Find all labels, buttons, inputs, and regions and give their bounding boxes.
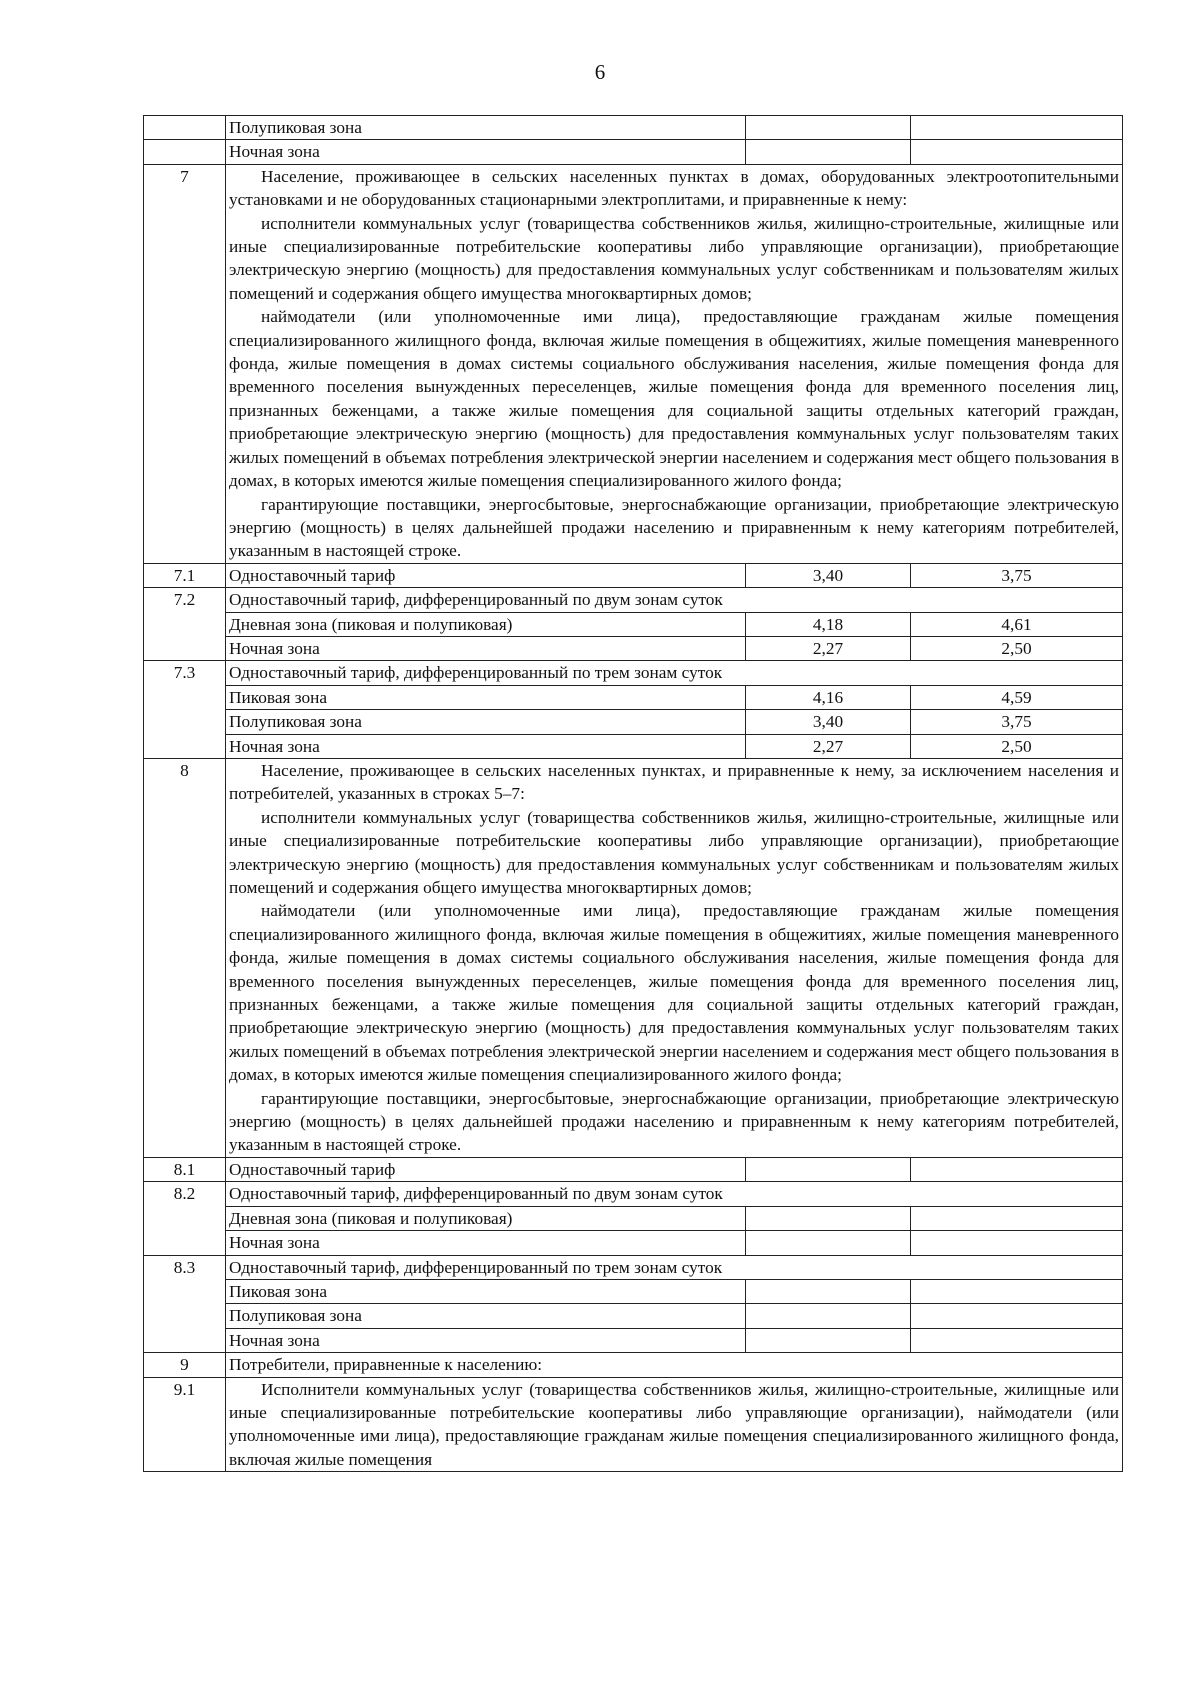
tariff-label: Одноставочный тариф [226, 1157, 746, 1181]
row-number: 8 [144, 758, 226, 1157]
table-row [144, 1377, 1123, 1472]
paragraph: Исполнители коммунальных услуг (товарищества собственников жилья, жилищно-строительные, жилищные или иные специализированные потребительские кооперативы либо управляющие организации), наймодатели (или уполномоченные ими лица), предоставляющие гражданам жилые помещения специализированного жилищного фонда, включая жилые помещения [229, 1379, 1119, 1469]
zone-label: Ночная зона [226, 734, 746, 758]
tariff-label: Одноставочный тариф, дифференцированный по двум зонам суток [226, 588, 1123, 612]
table-row [144, 1328, 1123, 1352]
table-row [144, 1279, 1123, 1303]
paragraph: гарантирующие поставщики, энергосбытовые, энергоснабжающие организации, приобретающие электрическую энергию (мощность) в целях дальнейшей продажи населению и приравненным к нему категориям потребителей, указанным в настоящей строке. [229, 494, 1119, 561]
paragraph: Население, проживающее в сельских населенных пунктах в домах, оборудованных электроотопительными установками и не оборудованных стационарными электроплитами, и приравненные к нему: [229, 166, 1119, 210]
tariff-value: 3,40 [746, 710, 911, 734]
table-row [144, 563, 1123, 587]
row-number: 7 [144, 164, 226, 563]
table-row [144, 1157, 1123, 1181]
paragraph: Население, проживающее в сельских населенных пунктах, и приравненные к нему, за исключением населения и потребителей, указанных в строках 5–7: [229, 760, 1119, 804]
tariff-value: 2,27 [746, 734, 911, 758]
tariff-label: Одноставочный тариф [226, 563, 746, 587]
zone-label: Ночная зона [226, 1328, 746, 1352]
table-row [144, 164, 1123, 563]
row-number: 8.3 [144, 1255, 226, 1353]
zone-label: Полупиковая зона [226, 1304, 746, 1328]
table-row [144, 758, 1123, 1157]
tariff-label: Одноставочный тариф, дифференцированный по трем зонам суток [226, 1255, 1123, 1279]
tariff-value: 2,27 [746, 636, 911, 660]
table-row [144, 140, 1123, 164]
zone-label: Дневная зона (пиковая и полупиковая) [226, 1206, 746, 1230]
table-row [144, 588, 1123, 612]
page-number: 6 [594, 60, 606, 84]
tariff-label: Одноставочный тариф, дифференцированный по двум зонам суток [226, 1182, 1123, 1206]
zone-label: Дневная зона (пиковая и полупиковая) [226, 612, 746, 636]
table-row [144, 710, 1123, 734]
zone-label: Ночная зона [226, 140, 746, 164]
row-description [226, 164, 1123, 563]
row-description [226, 1377, 1123, 1472]
row-number: 7.1 [144, 563, 226, 587]
table-row [144, 1182, 1123, 1206]
paragraph: наймодатели (или уполномоченные ими лица), предоставляющие гражданам жилые помещения специализированного жилищного фонда, включая жилые помещения в общежитиях, жилые помещения маневренного фонда, жилые помещения в домах системы социального обслуживания населения, жилые помещения фонда для временного поселения вынужденных переселенцев, жилые помещения фонда для временного поселения лиц, признанных беженцами, а также жилые помещения для социальной защиты отдельных категорий граждан, приобретающие электрическую энергию (мощность) для предоставления коммунальных услуг пользователям таких жилых помещений в объемах потребления электрической энергии населением и содержания мест общего пользования в домах, в которых имеются жилые помещения специализированного жилого фонда; [229, 901, 1119, 1085]
zone-label: Полупиковая зона [226, 116, 746, 140]
tariff-value: 3,75 [911, 563, 1123, 587]
tariff-value: 4,61 [911, 612, 1123, 636]
row-number: 8.1 [144, 1157, 226, 1181]
table-row [144, 1206, 1123, 1230]
zone-label: Полупиковая зона [226, 710, 746, 734]
zone-label: Пиковая зона [226, 1279, 746, 1303]
table-row [144, 1304, 1123, 1328]
row-description [226, 758, 1123, 1157]
paragraph: наймодатели (или уполномоченные ими лица), предоставляющие гражданам жилые помещения специализированного жилищного фонда, включая жилые помещения в общежитиях, жилые помещения маневренного фонда, жилые помещения в домах системы социального обслуживания населения, жилые помещения фонда для временного поселения вынужденных переселенцев, жилые помещения фонда для временного поселения лиц, признанных беженцами, а также жилые помещения для социальной защиты отдельных категорий граждан, приобретающие электрическую энергию (мощность) для предоставления коммунальных услуг пользователям таких жилых помещений в объемах потребления электрической энергии населением и содержания мест общего пользования в домах, в которых имеются жилые помещения специализированного жилого фонда; [229, 307, 1119, 491]
paragraph: исполнители коммунальных услуг (товарищества собственников жилья, жилищно-строительные, жилищные или иные специализированные потребительские кооперативы либо управляющие организации), приобретающие электрическую энергию (мощность) для предоставления коммунальных услуг собственникам и пользователям жилых помещений и содержания общего имущества многоквартирных домов; [229, 213, 1119, 303]
paragraph: исполнители коммунальных услуг (товарищества собственников жилья, жилищно-строительные, жилищные или иные специализированные потребительские кооперативы либо управляющие организации), приобретающие электрическую энергию (мощность) для предоставления коммунальных услуг собственникам и пользователям жилых помещений и содержания общего имущества многоквартирных домов; [229, 807, 1119, 897]
tariff-label: Одноставочный тариф, дифференцированный по трем зонам суток [226, 661, 1123, 685]
table-row [144, 636, 1123, 660]
row-number: 7.2 [144, 588, 226, 661]
tariff-table [143, 115, 1123, 1472]
tariff-label: Потребители, приравненные к населению: [226, 1353, 1123, 1377]
table-row [144, 661, 1123, 685]
table-row [144, 116, 1123, 140]
tariff-value: 3,40 [746, 563, 911, 587]
table-row [144, 685, 1123, 709]
row-number: 7.3 [144, 661, 226, 759]
tariff-value: 2,50 [911, 636, 1123, 660]
tariff-value: 3,75 [911, 710, 1123, 734]
tariff-value: 2,50 [911, 734, 1123, 758]
table-row [144, 612, 1123, 636]
row-number: 9 [144, 1353, 226, 1377]
row-number: 8.2 [144, 1182, 226, 1255]
table-row [144, 1353, 1123, 1377]
tariff-value: 4,59 [911, 685, 1123, 709]
row-number: 9.1 [144, 1377, 226, 1472]
paragraph: гарантирующие поставщики, энергосбытовые, энергоснабжающие организации, приобретающие электрическую энергию (мощность) в целях дальнейшей продажи населению и приравненным к нему категориям потребителей, указанным в настоящей строке. [229, 1088, 1119, 1155]
zone-label: Пиковая зона [226, 685, 746, 709]
zone-label: Ночная зона [226, 1231, 746, 1255]
tariff-value: 4,16 [746, 685, 911, 709]
table-row [144, 1255, 1123, 1279]
table-row [144, 734, 1123, 758]
zone-label: Ночная зона [226, 636, 746, 660]
table-row [144, 1231, 1123, 1255]
tariff-value: 4,18 [746, 612, 911, 636]
